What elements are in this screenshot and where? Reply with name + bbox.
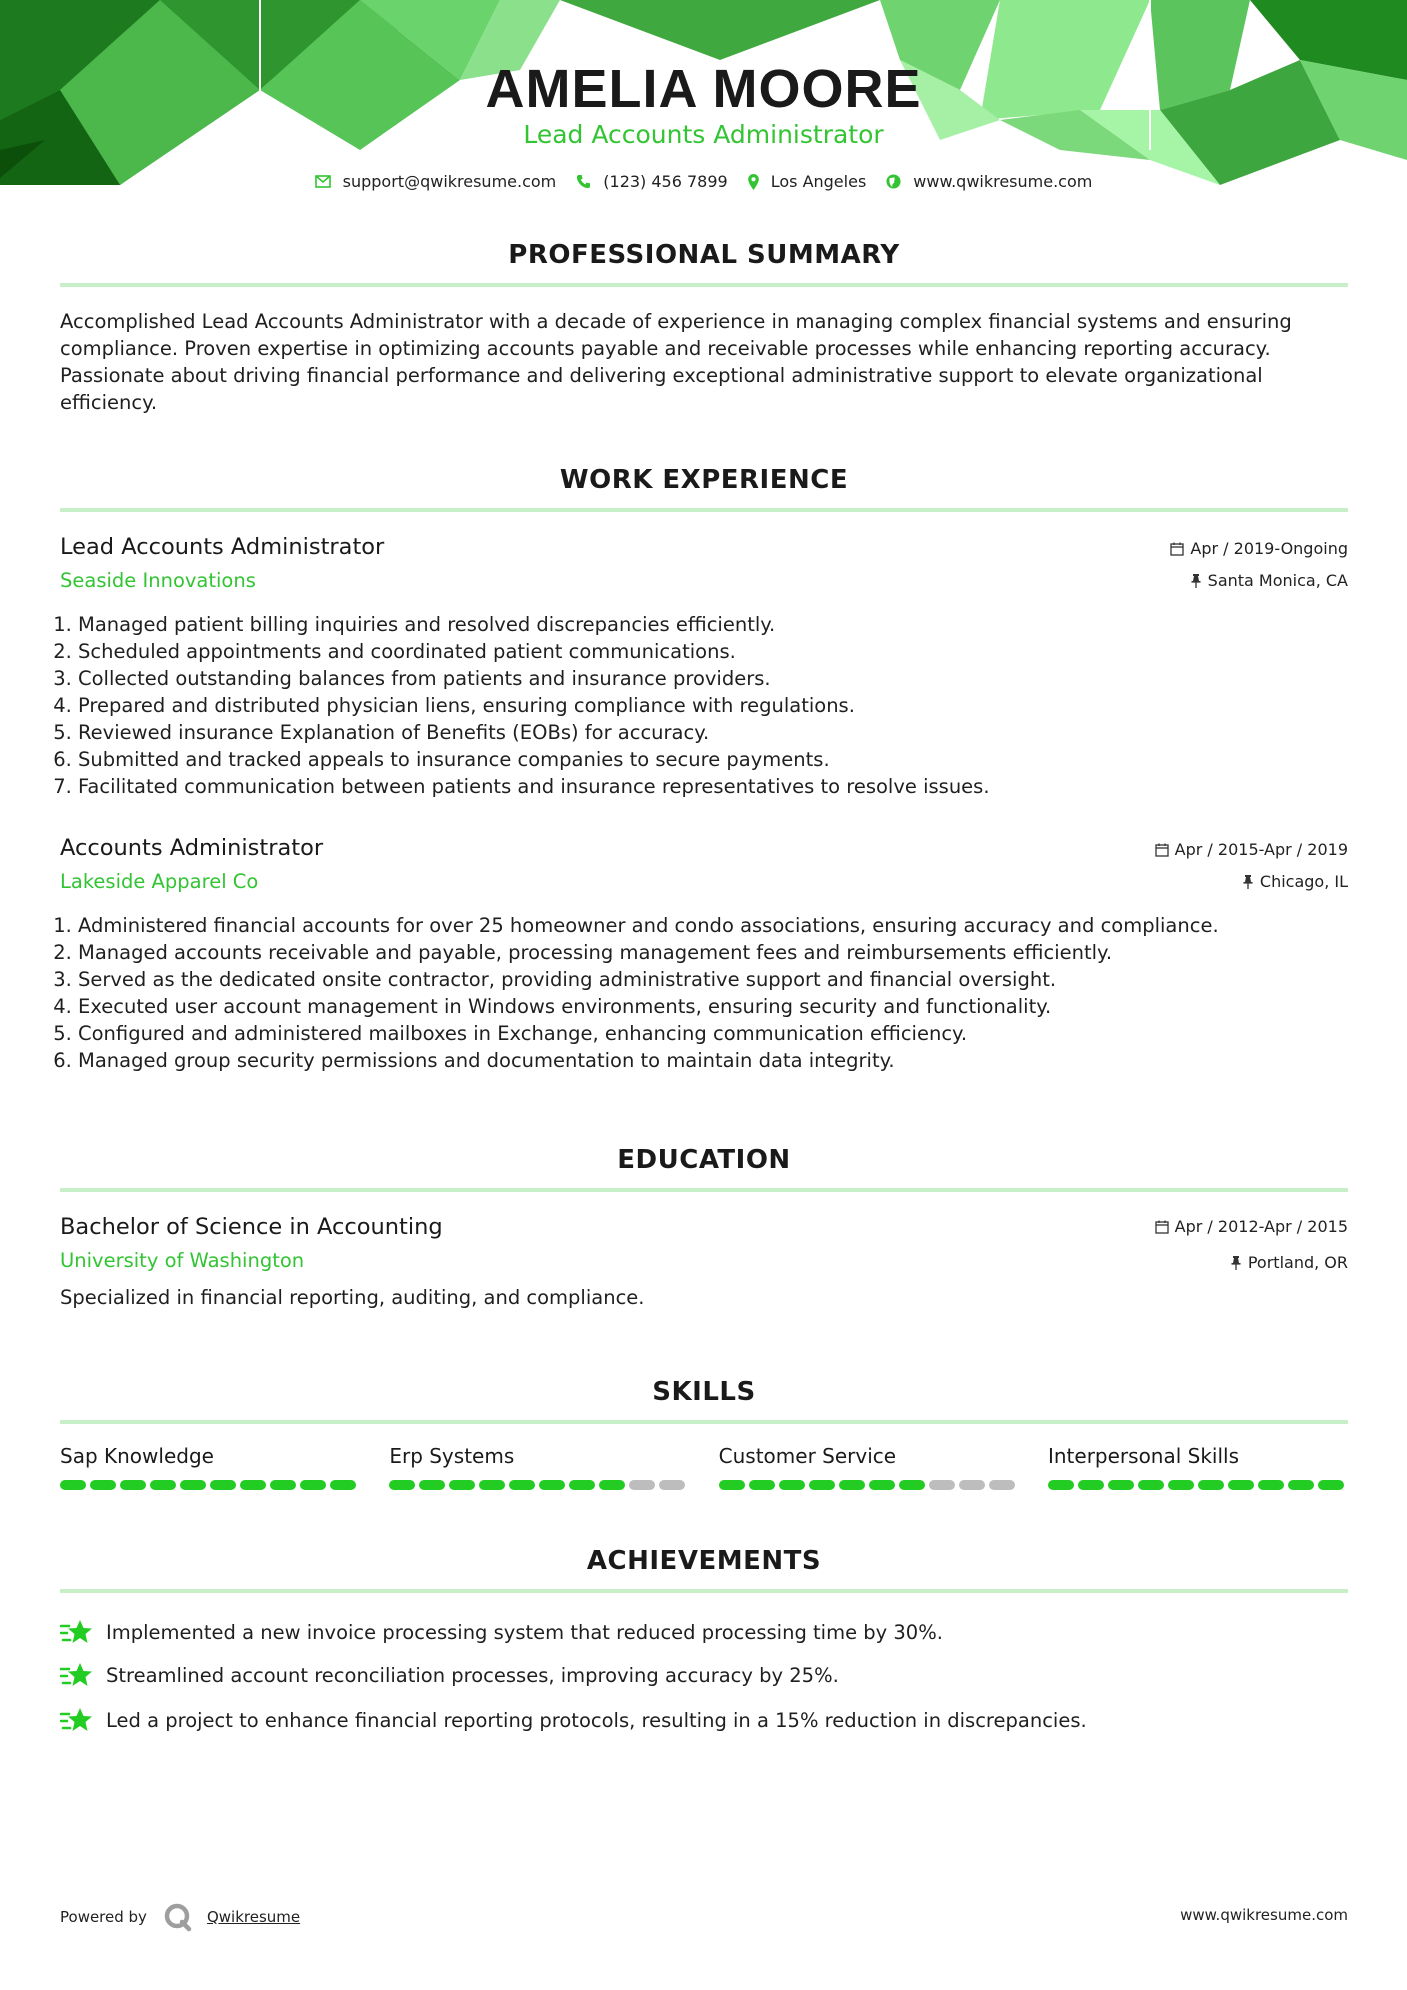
education-location <box>1230 1253 1348 1272</box>
skill-segment-filled <box>120 1480 146 1490</box>
skill-segment-filled <box>1108 1480 1134 1490</box>
contact-location <box>748 172 867 191</box>
achievement-text: Implemented a new invoice processing system that reduced processing time by 30%. <box>106 1620 943 1644</box>
skill-segment-filled <box>779 1480 805 1490</box>
skill-item <box>60 1444 360 1490</box>
skill-item <box>389 1444 689 1490</box>
skill-level-bar <box>1048 1480 1348 1490</box>
summary-text: Accomplished Lead Accounts Administrator with a decade of experience in managing complex financial systems and ensuring compliance. Proven expertise in optimizing accounts payable and receivable processes while enhancing reporting accuracy. Passionate about driving financial performance and delivering exceptional administrative support to elevate organizational efficiency. <box>60 310 1292 414</box>
skill-segment-filled <box>599 1480 625 1490</box>
skill-segment-filled <box>1258 1480 1284 1490</box>
section-divider <box>60 1420 1348 1424</box>
skill-segment-empty <box>629 1480 655 1490</box>
section-heading-education: EDUCATION <box>617 1145 791 1175</box>
skill-segment-filled <box>569 1480 595 1490</box>
section-heading-skills: SKILLS <box>652 1377 756 1407</box>
skills-list <box>60 1444 1348 1490</box>
contact-website-text: www.qwikresume.com <box>913 172 1093 191</box>
skill-segment-filled <box>1048 1480 1074 1490</box>
skill-segment-filled <box>749 1480 775 1490</box>
list-item: 5. Configured and administered mailboxes in Exchange, enhancing communication efficiency. <box>78 1020 1219 1047</box>
phone-icon <box>576 174 591 189</box>
skill-item <box>1048 1444 1348 1490</box>
skill-segment-filled <box>539 1480 565 1490</box>
job-location <box>1242 872 1348 891</box>
skill-segment-filled <box>1168 1480 1194 1490</box>
achievement-item <box>60 1616 1348 1648</box>
section-divider <box>60 1589 1348 1593</box>
skill-segment-filled <box>809 1480 835 1490</box>
education-school: University of Washington <box>60 1249 305 1272</box>
skill-name: Customer Service <box>718 1444 897 1468</box>
skill-segment-filled <box>449 1480 475 1490</box>
section-divider <box>60 1188 1348 1192</box>
skill-level-bar <box>389 1480 689 1490</box>
pushpin-icon <box>1190 574 1202 588</box>
contact-website[interactable] <box>886 172 1092 191</box>
list-item: 6. Submitted and tracked appeals to insurance companies to secure payments. <box>78 746 990 773</box>
skill-segment-filled <box>1288 1480 1314 1490</box>
section-divider <box>60 283 1348 287</box>
education-date-text: Apr / 2012-Apr / 2015 <box>1174 1217 1348 1236</box>
candidate-name: AMELIA MOORE <box>485 59 922 119</box>
skill-segment-filled <box>150 1480 176 1490</box>
list-item: 6. Managed group security permissions and documentation to maintain data integrity. <box>78 1047 1219 1074</box>
envelope-icon <box>315 175 331 188</box>
skill-segment-filled <box>389 1480 415 1490</box>
achievement-text: Led a project to enhance financial reporting protocols, resulting in a 15% reduction in discrepancies. <box>106 1708 1087 1732</box>
contact-phone[interactable] <box>576 172 727 191</box>
job-company: Seaside Innovations <box>60 569 256 592</box>
list-item: 1. Managed patient billing inquiries and resolved discrepancies efficiently. <box>78 611 990 638</box>
skill-segment-filled <box>1138 1480 1164 1490</box>
list-item: 4. Prepared and distributed physician liens, ensuring compliance with regulations. <box>78 692 990 719</box>
pushpin-icon <box>1230 1256 1242 1270</box>
job-company: Lakeside Apparel Co <box>60 870 259 893</box>
list-item: 1. Administered financial accounts for over 25 homeowner and condo associations, ensuring accuracy and compliance. <box>78 912 1219 939</box>
list-item: 3. Served as the dedicated onsite contractor, providing administrative support and financial oversight. <box>78 966 1219 993</box>
skill-name: Sap Knowledge <box>60 1444 214 1468</box>
skill-segment-filled <box>839 1480 865 1490</box>
shooting-star-icon <box>60 1704 96 1736</box>
skill-level-bar <box>719 1480 1019 1490</box>
job-date-text: Apr / 2019-Ongoing <box>1190 539 1348 558</box>
education-description: Specialized in financial reporting, auditing, and compliance. <box>60 1286 645 1309</box>
job-location-text: Santa Monica, CA <box>1207 571 1348 590</box>
list-item: 3. Collected outstanding balances from patients and insurance providers. <box>78 665 990 692</box>
contact-location-text: Los Angeles <box>770 172 867 191</box>
skill-segment-filled <box>1198 1480 1224 1490</box>
skill-segment-empty <box>659 1480 685 1490</box>
skill-segment-empty <box>989 1480 1015 1490</box>
globe-icon <box>886 174 901 189</box>
list-item: 7. Facilitated communication between patients and insurance representatives to resolve issues. <box>78 773 990 800</box>
contact-email-text: support@qwikresume.com <box>342 172 557 191</box>
job-duties <box>60 611 990 800</box>
list-item: 2. Scheduled appointments and coordinated patient communications. <box>78 638 990 665</box>
achievement-text: Streamlined account reconciliation processes, improving accuracy by 25%. <box>106 1663 839 1687</box>
footer-website[interactable]: www.qwikresume.com <box>1180 1906 1348 1924</box>
skill-segment-empty <box>929 1480 955 1490</box>
skill-name: Interpersonal Skills <box>1047 1444 1240 1468</box>
education-location-text: Portland, OR <box>1247 1253 1348 1272</box>
skill-level-bar <box>60 1480 360 1490</box>
education-degree: Bachelor of Science in Accounting <box>60 1214 443 1240</box>
skill-segment-filled <box>899 1480 925 1490</box>
section-divider <box>60 508 1348 512</box>
candidate-title: Lead Accounts Administrator <box>523 120 884 149</box>
section-heading-summary: PROFESSIONAL SUMMARY <box>508 240 900 270</box>
list-item: 4. Executed user account management in Windows environments, ensuring security and functionality. <box>78 993 1219 1020</box>
calendar-icon <box>1170 542 1184 556</box>
job-duties <box>60 912 1219 1074</box>
job-role: Lead Accounts Administrator <box>60 534 385 560</box>
section-heading-experience: WORK EXPERIENCE <box>559 465 849 495</box>
skill-segment-filled <box>270 1480 296 1490</box>
achievement-item <box>60 1659 1348 1691</box>
shooting-star-icon <box>60 1616 96 1648</box>
skill-segment-filled <box>1318 1480 1344 1490</box>
skill-segment-filled <box>330 1480 356 1490</box>
shooting-star-icon <box>60 1659 96 1691</box>
contact-phone-text: (123) 456 7899 <box>603 172 728 191</box>
qwikresume-logo-icon <box>163 1902 193 1932</box>
skill-name: Erp Systems <box>389 1444 515 1468</box>
skill-item <box>719 1444 1019 1490</box>
skill-segment-filled <box>90 1480 116 1490</box>
job-date <box>1170 539 1348 558</box>
calendar-icon <box>1155 1220 1169 1234</box>
list-item: 2. Managed accounts receivable and payable, processing management fees and reimbursements efficiently. <box>78 939 1219 966</box>
list-item: 5. Reviewed insurance Explanation of Benefits (EOBs) for accuracy. <box>78 719 990 746</box>
skill-segment-filled <box>300 1480 326 1490</box>
job-date-text: Apr / 2015-Apr / 2019 <box>1174 840 1348 859</box>
skill-segment-filled <box>1078 1480 1104 1490</box>
calendar-icon <box>1155 843 1169 857</box>
pushpin-icon <box>1242 875 1254 889</box>
contact-bar <box>0 172 1407 191</box>
skill-segment-filled <box>419 1480 445 1490</box>
skill-segment-filled <box>869 1480 895 1490</box>
contact-email[interactable] <box>315 172 557 191</box>
job-location-text: Chicago, IL <box>1259 872 1348 891</box>
skill-segment-filled <box>180 1480 206 1490</box>
qwikresume-link[interactable]: Qwikresume <box>206 1908 301 1926</box>
job-location <box>1190 571 1348 590</box>
skill-segment-filled <box>240 1480 266 1490</box>
job-role: Accounts Administrator <box>60 835 324 861</box>
map-pin-icon <box>748 174 759 190</box>
skill-segment-filled <box>719 1480 745 1490</box>
achievement-item <box>60 1704 1348 1736</box>
skill-segment-filled <box>1228 1480 1254 1490</box>
footer-powered-by <box>60 1902 300 1932</box>
job-date <box>1155 840 1348 859</box>
skill-segment-filled <box>60 1480 86 1490</box>
education-date <box>1155 1217 1348 1236</box>
skill-segment-empty <box>959 1480 985 1490</box>
section-heading-achievements: ACHIEVEMENTS <box>586 1546 822 1576</box>
powered-by-label: Powered by <box>60 1908 147 1926</box>
skill-segment-filled <box>509 1480 535 1490</box>
skill-segment-filled <box>210 1480 236 1490</box>
skill-segment-filled <box>479 1480 505 1490</box>
